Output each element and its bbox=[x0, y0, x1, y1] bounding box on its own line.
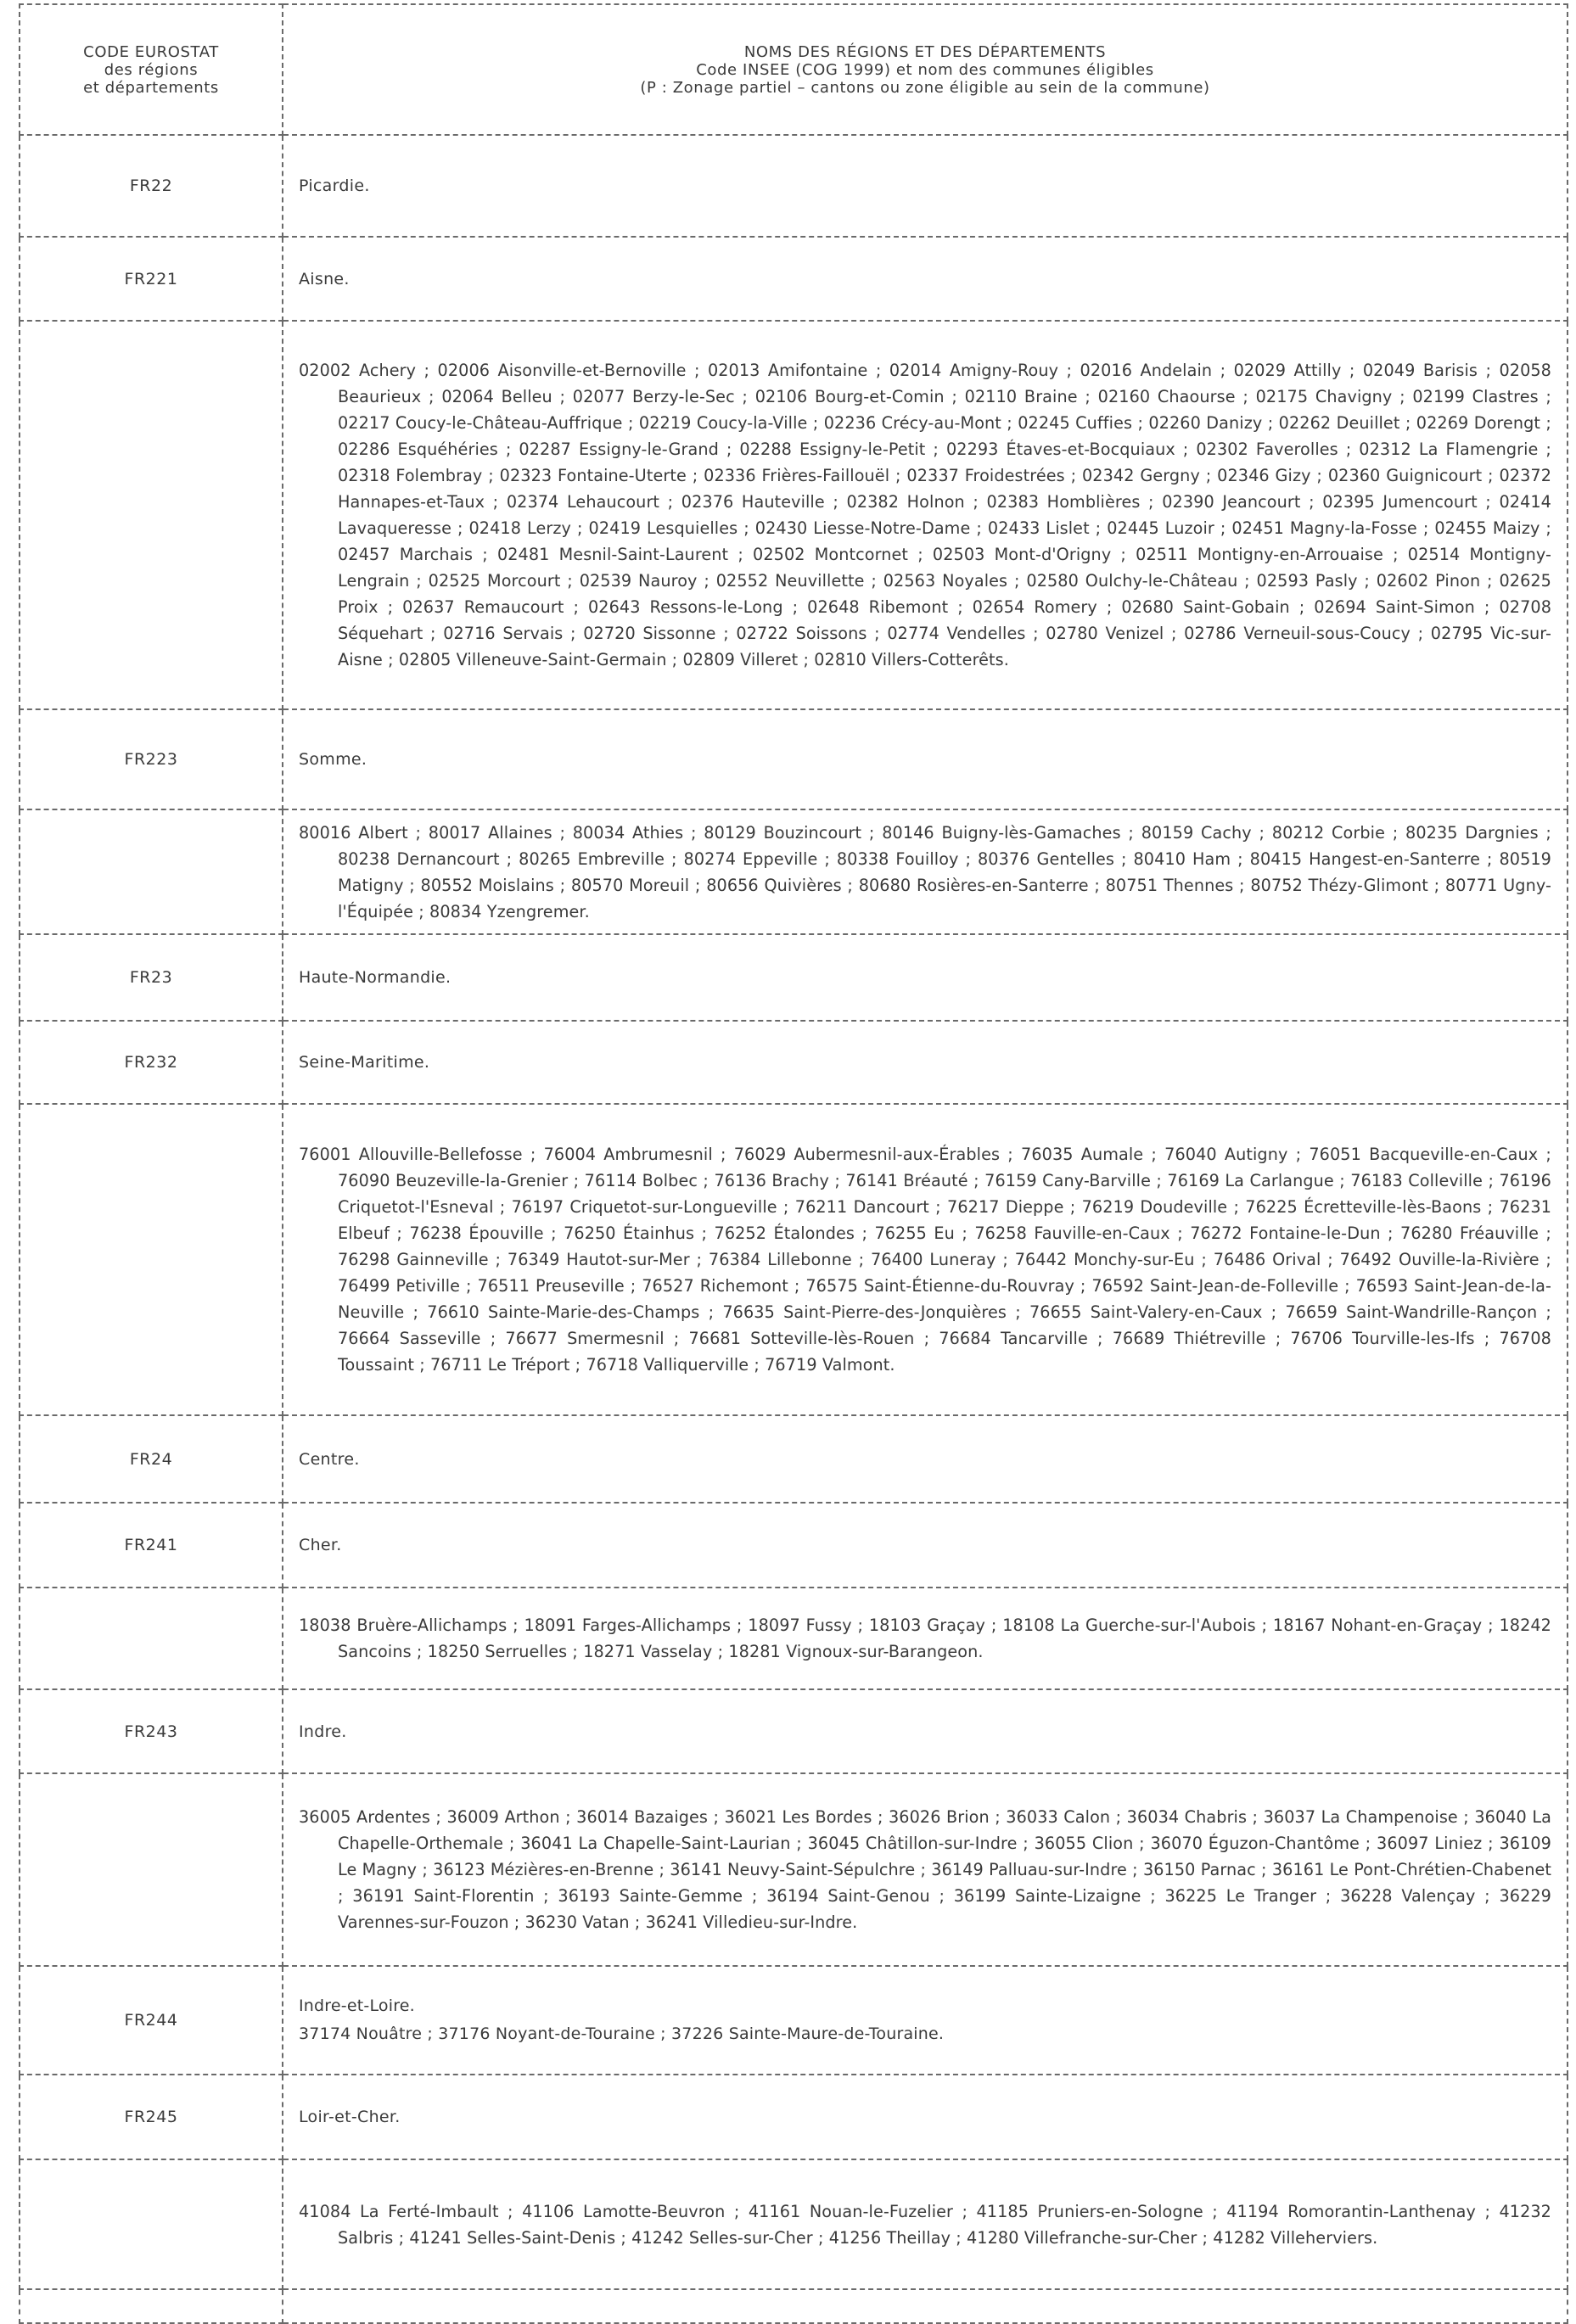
document-page bbox=[19, 3, 1567, 2324]
department-code: FR223 bbox=[20, 709, 283, 809]
empty-code-cell bbox=[20, 1104, 283, 1415]
communes-list: 37174 Nouâtre ; 37176 Noyant-de-Touraine ; 37226 Sainte-Maure-de-Touraine. bbox=[299, 2024, 945, 2043]
header-names-cell bbox=[283, 4, 1568, 135]
department-name: Seine-Maritime. bbox=[283, 1021, 1568, 1104]
department-name: Indre. bbox=[283, 1689, 1568, 1773]
region-code: FR22 bbox=[20, 135, 283, 237]
empty-code-cell bbox=[20, 809, 283, 934]
department-name: Loir-et-Cher. bbox=[283, 2075, 1568, 2159]
empty-code-cell bbox=[20, 321, 283, 709]
communes-list: 36005 Ardentes ; 36009 Arthon ; 36014 Bazaiges ; 36021 Les Bordes ; 36026 Brion ; 36033 Calon ; 36034 Chabris ; 36037 La Champenoise ; 36040 La Chapelle-Orthemale ; 36041 La Chapelle-Saint-Laurian ; 36045 Châtillon-sur-Indre ; 36055 Clion ; 36070 Éguzon-Chantôme ; 36097 Liniez ; 36109 Le Magny ; 36123 Mézières-en-Brenne ; 36141 Neuvy-Saint-Sépulchre ; 36149 Palluau-sur-Indre ; 36150 Parnac ; 36161 Le Pont-Chrétien-Chabenet ; 36191 Saint-Florentin ; 36193 Sainte-Gemme ; 36194 Saint-Genou ; 36199 Sainte-Lizaigne ; 36225 Le Tranger ; 36228 Valençay ; 36229 Varennes-sur-Fouzon ; 36230 Vatan ; 36241 Villedieu-sur-Indre. bbox=[299, 1807, 1551, 1932]
department-code: FR243 bbox=[20, 1689, 283, 1773]
table-row bbox=[20, 1503, 1568, 1588]
department-code: FR241 bbox=[20, 1503, 283, 1588]
table-row bbox=[20, 321, 1568, 709]
table-row bbox=[20, 934, 1568, 1021]
table-row bbox=[20, 1689, 1568, 1773]
table-row bbox=[20, 237, 1568, 321]
department-name: Indre-et-Loire. bbox=[299, 1996, 415, 2015]
communes-cell bbox=[283, 1773, 1568, 1966]
communes-cell bbox=[283, 321, 1568, 709]
region-name: Haute-Normandie. bbox=[283, 934, 1568, 1021]
region-code: FR23 bbox=[20, 934, 283, 1021]
region-name: Picardie. bbox=[283, 135, 1568, 237]
table-row bbox=[20, 2075, 1568, 2159]
table-row bbox=[20, 1104, 1568, 1415]
empty-code-cell bbox=[20, 1588, 283, 1689]
communes-list: 02002 Achery ; 02006 Aisonville-et-Bernoville ; 02013 Amifontaine ; 02014 Amigny-Rouy ; 02016 Andelain ; 02029 Attilly ; 02049 Barisis ; 02058 Beaurieux ; 02064 Belleu ; 02077 Berzy-le-Sec ; 02106 Bourg-et-Comin ; 02110 Braine ; 02160 Chaourse ; 02175 Chavigny ; 02199 Clastres ; 02217 Coucy-le-Château-Auffrique ; 02219 Coucy-la-Ville ; 02236 Crécy-au-Mont ; 02245 Cuffies ; 02260 Danizy ; 02262 Deuillet ; 02269 Dorengt ; 02286 Esquéhéries ; 02287 Essigny-le-Grand ; 02288 Essigny-le-Petit ; 02293 Étaves-et-Bocquiaux ; 02302 Faverolles ; 02312 La Flamengrie ; 02318 Folembray ; 02323 Fontaine-Uterte ; 02336 Frières-Faillouël ; 02337 Froidestrées ; 02342 Gergny ; 02346 Gizy ; 02360 Guignicourt ; 02372 Hannapes-et-Taux ; 02374 Lehaucourt ; 02376 Hauteville ; 02382 Holnon ; 02383 Homblières ; 02390 Jeancourt ; 02395 Jumencourt ; 02414 Lavaqueresse ; 02418 Lerzy ; 02419 Lesquielles ; 02430 Liesse-Notre-Dame ; 02433 Lislet ; 02445 Luzoir ; 02451 Magny-la-Fosse ; 02455 Maizy ; 02457 Marchais ; 02481 Mesnil-Saint-Laurent ; 02502 Montcornet ; 02503 Mont-d'Origny ; 02511 Montigny-en-Arrouaise ; 02514 Montigny-Lengrain ; 02525 Morcourt ; 02539 Nauroy ; 02552 Neuvillette ; 02563 Noyales ; 02580 Oulchy-le-Château ; 02593 Pasly ; 02602 Pinon ; 02625 Proix ; 02637 Remaucourt ; 02643 Ressons-le-Long ; 02648 Ribemont ; 02654 Romery ; 02680 Saint-Gobain ; 02694 Saint-Simon ; 02708 Séquehart ; 02716 Servais ; 02720 Sissonne ; 02722 Soissons ; 02774 Vendelles ; 02780 Venizel ; 02786 Verneuil-sous-Coucy ; 02795 Vic-sur-Aisne ; 02805 Villeneuve-Saint-Germain ; 02809 Villeret ; 02810 Villers-Cotterêts. bbox=[299, 361, 1551, 669]
communes-cell bbox=[283, 1104, 1568, 1415]
communes-list: 41084 La Ferté-Imbault ; 41106 Lamotte-Beuvron ; 41161 Nouan-le-Fuzelier ; 41185 Pruniers-en-Sologne ; 41194 Romorantin-Lanthenay ; 41232 Salbris ; 41241 Selles-Saint-Denis ; 41242 Selles-sur-Cher ; 41256 Theillay ; 41280 Villefranche-sur-Cher ; 41282 Villeherviers. bbox=[299, 2201, 1551, 2248]
header-names-line: (P : Zonage partiel – cantons ou zone éligible au sein de la commune) bbox=[640, 78, 1210, 97]
table-row bbox=[20, 1773, 1568, 1966]
table-row bbox=[20, 1588, 1568, 1689]
communes-list: 76001 Allouville-Bellefosse ; 76004 Ambrumesnil ; 76029 Aubermesnil-aux-Érables ; 76035 Aumale ; 76040 Autigny ; 76051 Bacqueville-en-Caux ; 76090 Beuzeville-la-Grenier ; 76114 Bolbec ; 76136 Brachy ; 76141 Bréauté ; 76159 Cany-Barville ; 76169 La Carlangue ; 76183 Colleville ; 76196 Criquetot-l'Esneval ; 76197 Criquetot-sur-Longueville ; 76211 Dancourt ; 76217 Dieppe ; 76219 Doudeville ; 76225 Écretteville-lès-Baons ; 76231 Elbeuf ; 76238 Épouville ; 76250 Étainhus ; 76252 Étalondes ; 76255 Eu ; 76258 Fauville-en-Caux ; 76272 Fontaine-le-Dun ; 76280 Fréauville ; 76298 Gainneville ; 76349 Hautot-sur-Mer ; 76384 Lillebonne ; 76400 Luneray ; 76442 Monchy-sur-Eu ; 76486 Orival ; 76492 Ouville-la-Rivière ; 76499 Petiville ; 76511 Preuseville ; 76527 Richemont ; 76575 Saint-Étienne-du-Rouvray ; 76592 Saint-Jean-de-Folleville ; 76593 Saint-Jean-de-la-Neuville ; 76610 Sainte-Marie-des-Champs ; 76635 Saint-Pierre-des-Jonquières ; 76655 Saint-Valery-en-Caux ; 76659 Saint-Wandrille-Rançon ; 76664 Sasseville ; 76677 Smermesnil ; 76681 Sotteville-lès-Rouen ; 76684 Tancarville ; 76689 Thiétreville ; 76706 Tourville-les-Ifs ; 76708 Toussaint ; 76711 Le Tréport ; 76718 Valliquerville ; 76719 Valmont. bbox=[299, 1145, 1551, 1375]
department-name: Cher. bbox=[283, 1503, 1568, 1588]
table-row bbox=[20, 709, 1568, 809]
table-row bbox=[20, 1021, 1568, 1104]
empty-code-cell bbox=[20, 2289, 283, 2323]
communes-list: 80016 Albert ; 80017 Allaines ; 80034 Athies ; 80129 Bouzincourt ; 80146 Buigny-lès-Gamaches ; 80159 Cachy ; 80212 Corbie ; 80235 Dargnies ; 80238 Dernancourt ; 80265 Embreville ; 80274 Eppeville ; 80338 Fouilloy ; 80376 Gentelles ; 80410 Ham ; 80415 Hangest-en-Santerre ; 80519 Matigny ; 80552 Moislains ; 80570 Moreuil ; 80656 Quivières ; 80680 Rosières-en-Santerre ; 80751 Thennes ; 80752 Thézy-Glimont ; 80771 Ugny-l'Équipée ; 80834 Yzengremer. bbox=[299, 822, 1551, 921]
header-names-line: NOMS DES RÉGIONS ET DES DÉPARTEMENTS bbox=[743, 42, 1107, 61]
header-code-line: et départements bbox=[83, 78, 219, 97]
department-name: Somme. bbox=[283, 709, 1568, 809]
table-row bbox=[20, 1415, 1568, 1503]
header-code-cell bbox=[20, 4, 283, 135]
communes-list: 18038 Bruère-Allichamps ; 18091 Farges-Allichamps ; 18097 Fussy ; 18103 Graçay ; 18108 La Guerche-sur-l'Aubois ; 18167 Nohant-en-Graçay ; 18242 Sancoins ; 18250 Serruelles ; 18271 Vasselay ; 18281 Vignoux-sur-Barangeon. bbox=[299, 1616, 1551, 1661]
communes-cell bbox=[283, 809, 1568, 934]
header-code-line: des régions bbox=[104, 60, 199, 79]
table-row bbox=[20, 2289, 1568, 2323]
region-name: Centre. bbox=[283, 1415, 1568, 1503]
communes-cell bbox=[283, 2159, 1568, 2289]
empty-name-cell bbox=[283, 2289, 1568, 2323]
eligible-communes-table bbox=[19, 3, 1568, 2324]
header-names-line: Code INSEE (COG 1999) et nom des communes éligibles bbox=[696, 60, 1154, 79]
table-header-row bbox=[20, 4, 1568, 135]
department-name-cell bbox=[283, 1966, 1568, 2075]
department-code: FR232 bbox=[20, 1021, 283, 1104]
department-code: FR244 bbox=[20, 1966, 283, 2075]
table-row bbox=[20, 1966, 1568, 2075]
department-code: FR221 bbox=[20, 237, 283, 321]
header-code-line: CODE EUROSTAT bbox=[83, 42, 219, 61]
empty-code-cell bbox=[20, 2159, 283, 2289]
communes-cell bbox=[283, 1588, 1568, 1689]
empty-code-cell bbox=[20, 1773, 283, 1966]
table-row bbox=[20, 135, 1568, 237]
table-row bbox=[20, 809, 1568, 934]
table-row bbox=[20, 2159, 1568, 2289]
department-name: Aisne. bbox=[283, 237, 1568, 321]
region-code: FR24 bbox=[20, 1415, 283, 1503]
department-code: FR245 bbox=[20, 2075, 283, 2159]
